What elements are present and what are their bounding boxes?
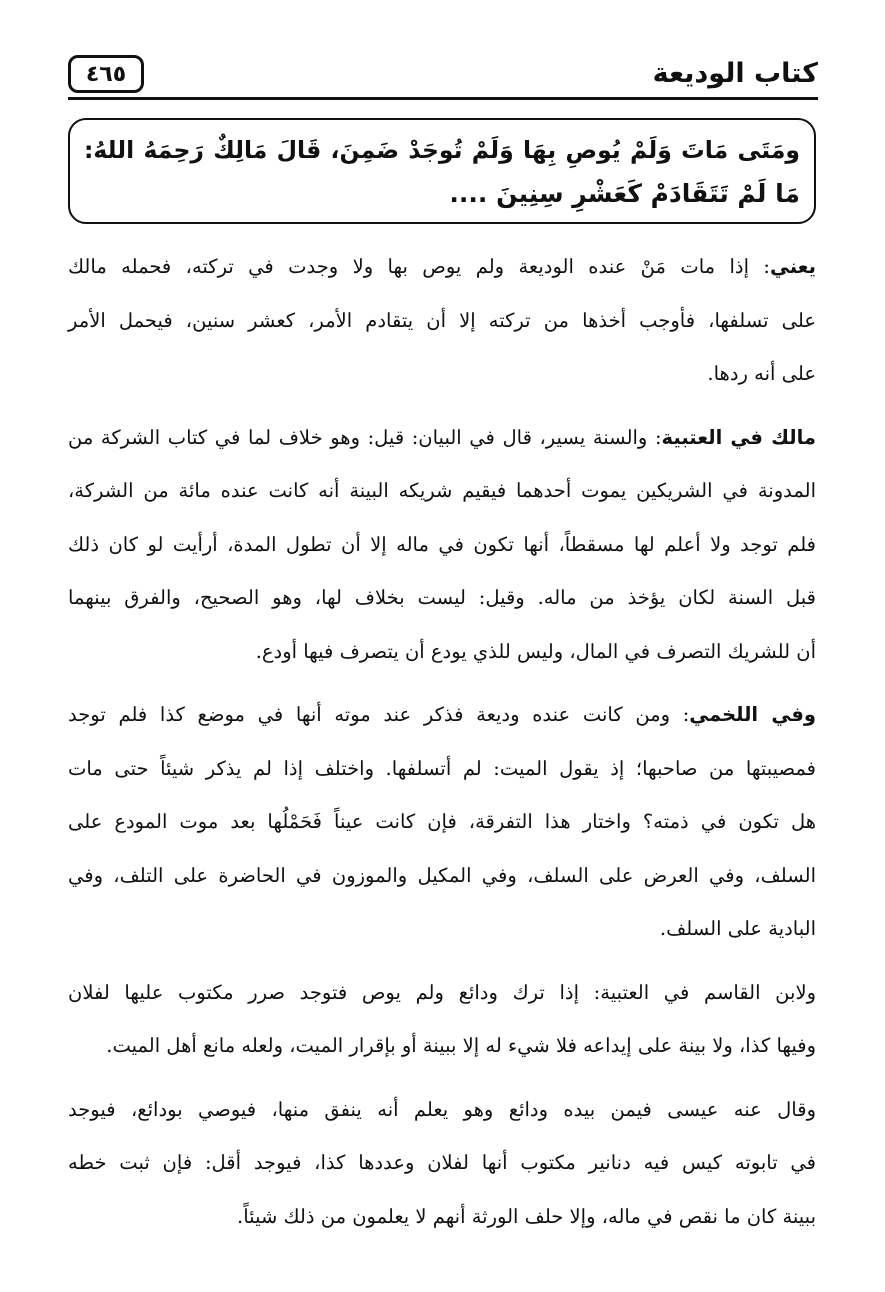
paragraph-line: وفيها كذا، ولا بينة على إيداعه فلا شيء له إلا ببينة أو بإقرار الميت، ولعله مانع أهل الميت. [106,1034,816,1057]
paragraph-line: قبل السنة لكان يؤخذ من ماله. وقيل: ليست بخلاف لها، وهو الصحيح، والفرق بينهما [68,586,816,609]
paragraph-line: ببينة كان ما نقص في ماله، وإلا حلف الورثة أنهم لا يعلمون من ذلك شيئاً. [237,1204,816,1228]
paragraph [68,411,816,679]
matn-text-box [68,118,816,224]
paragraph-line: فلم توجد ولا أعلم لها مسقطاً، أنها تكون في ماله إلا أن تطول المدة، أرأيت لو كان ذلك [68,532,816,556]
paragraph-line: ولابن القاسم في العتبية: إذا ترك ودائع ولم يوص فتوجد صرر مكتوب عليها لفلان [68,980,816,1004]
paragraph-line: السلف، وفي العرض على السلف، وفي المكيل والموزون في الحاضرة على التلف، وفي [68,863,816,887]
running-title: كتاب الوديعة [652,58,818,89]
paragraph-line: في تابوته كيس فيه دنانير مكتوب أنها لفلان وعددها كذا، فيوجد أقل: فإن ثبت خطه [68,1151,816,1174]
matn-line: مَا لَمْ تَتَقَادَمْ كَعَشْرِ سِنِينَ .... [449,179,800,208]
paragraph [68,240,816,401]
paragraph-line: وقال عنه عيسى فيمن بيده ودائع وهو يعلم أنه ينفق منها، فيوصي بودائع، فيوجد [68,1097,816,1121]
paragraph-line: هل تكون في ذمته؟ واختار هذا التفرقة، فإن كانت عيناً فَحَمْلُها بعد موت المودع على [68,810,816,833]
paragraph-lead: يعني [769,255,816,278]
line-text: : ومن كانت عنده وديعة فذكر عند موته أنها في موضع كذا فلم توجد [68,703,690,726]
paragraph [68,688,816,956]
paragraph-line [68,411,816,465]
paragraph-line: أن للشريك التصرف في المال، وليس للذي يودع أن يتصرف فيها أودع. [255,639,816,663]
paragraph-line [68,688,816,742]
paragraph-line: المدونة في الشريكين يموت أحدهما فيقيم شريكه البينة أنه كانت عنده مائة من الشركة، [68,479,816,502]
commentary-body [68,240,816,1253]
paragraph-line [68,240,816,294]
paragraph-line: على أنه ردها. [707,362,816,385]
paragraph-line: فمصيبتها من صاحبها؛ إذ يقول الميت: لم أتسلفها. واختلف إذا لم يذكر شيئاً حتى مات [68,756,816,780]
line-text: : إذا مات مَنْ عنده الوديعة ولم يوص بها ولا وجدت في تركته، فحمله مالك [68,255,770,278]
header-rule [68,97,818,100]
matn-line: ومَتَى مَاتَ وَلَمْ يُوصِ بِهَا وَلَمْ تُوجَدْ ضَمِنَ، قَالَ مَالِكٌ رَحِمَهُ اللهُ: [84,136,800,164]
paragraph [68,966,816,1073]
page-header [68,55,818,103]
page-number: ٤٦٥ [68,55,144,93]
line-text: : والسنة يسير، قال في البيان: قيل: وهو خلاف لما في كتاب الشركة من [68,425,662,449]
paragraph-line: البادية على السلف. [659,917,816,940]
paragraph-line: على تسلفها، فأوجب أخذها من تركته إلا أن يتقادم الأمر، كعشر سنين، فيحمل الأمر [68,308,816,332]
paragraph-lead: مالك في العتبية [661,425,816,449]
paragraph-lead: وفي اللخمي [689,703,817,726]
paragraph [68,1083,816,1244]
